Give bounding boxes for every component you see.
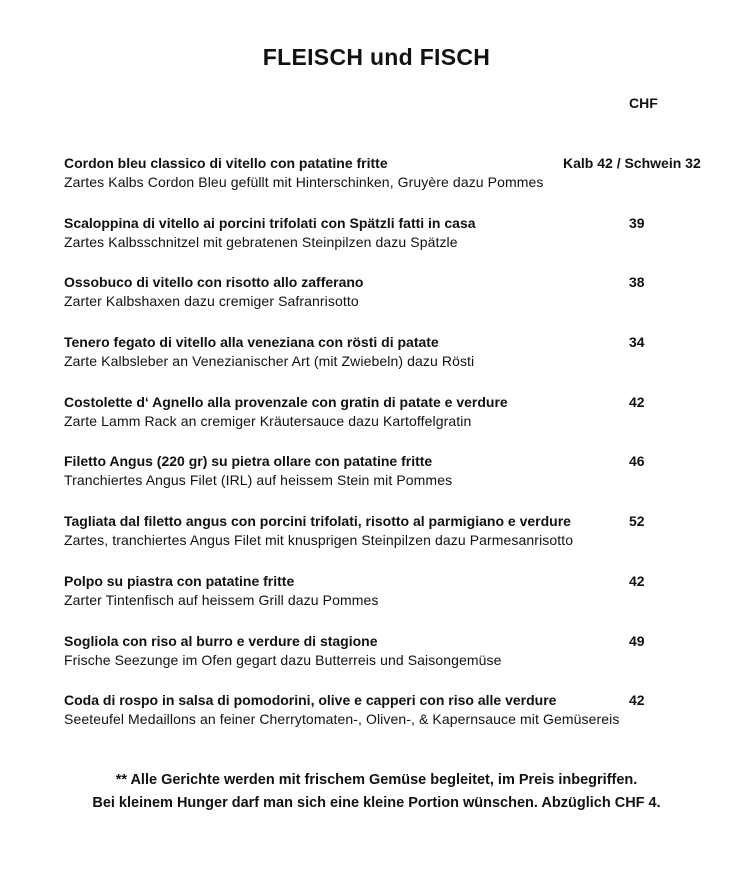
- dish-price: Kalb 42 / Schwein 32: [563, 155, 701, 171]
- dish-name: Scaloppina di vitello ai porcini trifolati con Spätzli fatti in casa: [64, 214, 476, 231]
- dish-price: 52: [629, 513, 645, 530]
- menu-item: [64, 512, 724, 572]
- dish-price: 46: [629, 453, 645, 470]
- dish-description: Seeteufel Medaillons an feiner Cherrytomaten-, Oliven-, & Kapernsauce mit Gemüsereis: [64, 711, 620, 728]
- dish-description: Zartes Kalbsschnitzel mit gebratenen Steinpilzen dazu Spätzle: [64, 233, 458, 250]
- menu-item: [64, 452, 724, 512]
- menu-item: [64, 572, 724, 632]
- dish-price: 42: [629, 393, 645, 410]
- dish-description: Frische Seezunge im Ofen gegart dazu Butterreis und Saisongemüse: [64, 651, 502, 668]
- dish-name: Costolette d‘ Agnello alla provenzale con gratin di patate e verdure: [64, 393, 508, 410]
- menu-item: [64, 632, 724, 692]
- dish-name: Polpo su piastra con patatine fritte: [64, 572, 295, 589]
- dish-name: Filetto Angus (220 gr) su pietra ollare con patatine fritte: [64, 453, 433, 470]
- footer-line-1: ** Alle Gerichte werden mit frischem Gemüse begleitet, im Preis inbegriffen.: [115, 772, 638, 788]
- dish-description: Zartes Kalbs Cordon Bleu gefüllt mit Hinterschinken, Gruyère dazu Pommes: [64, 174, 544, 190]
- dish-description: Zarte Kalbsleber an Venezianischer Art (mit Zwiebeln) dazu Rösti: [64, 353, 475, 370]
- menu-item: [64, 393, 724, 453]
- menu-item: [64, 333, 724, 393]
- dish-name: Tenero fegato di vitello alla veneziana con rösti di patate: [64, 334, 439, 351]
- dish-description: Tranchiertes Angus Filet (IRL) auf heissem Stein mit Pommes: [64, 472, 453, 489]
- dish-description: Zartes, tranchiertes Angus Filet mit knusprigen Steinpilzen dazu Parmesanrisotto: [64, 532, 574, 549]
- dish-description: Zarter Kalbshaxen dazu cremiger Safranrisotto: [64, 293, 359, 310]
- footer-note: [0, 769, 753, 815]
- dish-price: 42: [629, 572, 645, 589]
- menu-list: [64, 154, 724, 751]
- dish-price: 34: [629, 334, 645, 351]
- menu-item: [64, 273, 724, 333]
- menu-item: [64, 154, 724, 214]
- footer-line-2: Bei kleinem Hunger darf man sich eine kleine Portion wünschen. Abzüglich CHF 4.: [92, 795, 661, 811]
- dish-name: Cordon bleu classico di vitello con patatine fritte: [64, 155, 388, 171]
- dish-name: Coda di rospo in salsa di pomodorini, olive e capperi con riso alle verdure: [64, 692, 557, 709]
- dish-name: Ossobuco di vitello con risotto allo zafferano: [64, 274, 364, 291]
- menu-item: [64, 214, 724, 274]
- dish-description: Zarte Lamm Rack an cremiger Kräutersauce dazu Kartoffelgratin: [64, 412, 472, 429]
- dish-price: 49: [629, 632, 645, 649]
- currency-label: CHF: [629, 95, 658, 111]
- menu-item: [64, 691, 724, 751]
- dish-name: Sogliola con riso al burro e verdure di stagione: [64, 632, 378, 649]
- dish-price: 38: [629, 274, 645, 291]
- dish-price: 42: [629, 692, 645, 709]
- dish-price: 39: [629, 214, 645, 231]
- page-title: FLEISCH und FISCH: [262, 44, 491, 70]
- dish-description: Zarter Tintenfisch auf heissem Grill dazu Pommes: [64, 591, 379, 608]
- dish-name: Tagliata dal filetto angus con porcini trifolati, risotto al parmigiano e verdure: [64, 513, 571, 530]
